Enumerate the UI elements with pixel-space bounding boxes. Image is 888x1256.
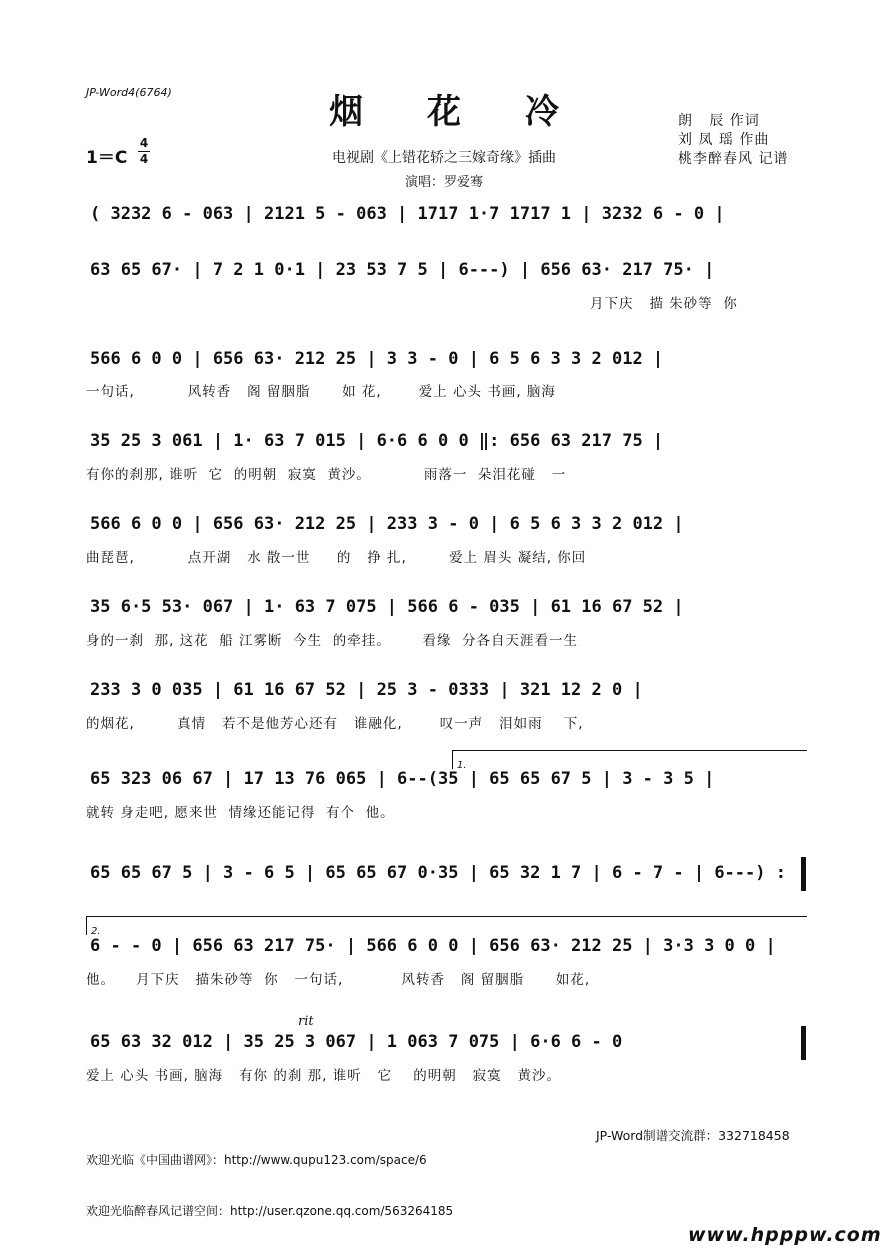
transcriber-credit: 桃李醉春风 记谱 [678,151,789,167]
lyric-row-4: 有你的刹那, 谁听 它 的明朝 寂寞 黄沙。 雨落一 朵泪花碰 一 [86,467,567,483]
composer-credit: 刘 凤 瑶 作曲 [678,132,770,148]
lyricist-credit: 朗 辰 作词 [678,113,760,129]
score-row-2 [86,254,806,288]
notation: 6 - - 0 | 656 63 217 75· | 566 6 0 0 | 656 63· 212 25 | 3·3 3 0 0 | [90,936,776,956]
score-row-6 [86,591,806,625]
time-top: 4 [139,136,149,150]
lyric-row-7: 的烟花, 真情 若不是他芳心还有 谁融化, 叹一声 泪如雨 下, [86,716,584,732]
score-row-8 [86,763,806,797]
lyric-row-5: 曲琵琶, 点开湖 水 散一世 的 挣 扎, 爱上 眉头 凝结, 你回 [86,550,587,566]
notation: 65 63 32 012 | 35 25 3 067 | 1 063 7 075 | 6·6 6 - 0 [90,1032,623,1052]
notation: 65 65 67 5 | 3 - 6 5 | 65 65 67 0·35 | 65 32 1 7 | 6 - 7 - | 6---) : [90,863,786,883]
score-row-9 [86,857,806,891]
notation: ( 3232 6 - 063 | 2121 5 - 063 | 1717 1·7 1717 1 | 3232 6 - 0 | [90,204,725,224]
lyric-row-10: 他。 月下庆 描朱砂等 你 一句话, 风转香 阁 留胭脂 如花, [86,972,591,988]
notation: 35 6·5 53· 067 | 1· 63 7 075 | 566 6 - 035 | 61 16 67 52 | [90,597,684,617]
notation: 566 6 0 0 | 656 63· 212 25 | 233 3 - 0 | 6 5 6 3 3 2 012 | [90,514,684,534]
time-bottom: 4 [139,152,149,166]
footer-link-2[interactable]: 欢迎光临醉春风记谱空间：http://user.qzone.qq.com/563264185 [86,1204,454,1218]
score-row-10 [86,930,806,964]
lyric-row-3: 一句话, 风转香 阁 留胭脂 如 花, 爱上 心头 书画, 脑海 [86,384,556,400]
software-label: JP-Word4(6764) [86,86,172,99]
final-barline [801,1026,806,1060]
score-row-11 [86,1026,806,1060]
notation: 233 3 0 035 | 61 16 67 52 | 25 3 - 0333 | 321 12 2 0 | [90,680,643,700]
end-repeat-barline [801,857,806,891]
score-row-3 [86,343,806,377]
credits [678,112,788,169]
footer-link-1[interactable]: 欢迎光临《中国曲谱网》：http://www.qupu123.com/space/6 [86,1153,427,1167]
subtitle: 电视剧《上错花轿之三嫁奇缘》插曲 [332,150,556,166]
score-row-7 [86,674,806,708]
volta-1-label: 1. [457,760,467,771]
ritardando-mark: rit [298,1014,314,1029]
notation: 65 323 06 67 | 17 13 76 065 | 6--(35 | 65 65 67 5 | 3 - 3 5 | [90,769,715,789]
lyric-row-2: 月下庆 描 朱砂等 你 [590,296,738,312]
lyric-row-11: 爱上 心头 书画, 脑海 有你 的刹 那, 谁听 它 的明朝 寂寞 黄沙。 [86,1068,561,1084]
score-row-5 [86,508,806,542]
lyric-row-6: 身的一刹 那, 这花 船 江雾断 今生 的牵挂。 看缘 分各自天涯看一生 [86,633,579,649]
site-watermark: www.hpppw.com [688,1224,882,1246]
key-signature: 1＝C [86,148,128,168]
singer: 演唱：罗爱骞 [404,175,483,190]
song-title: 烟 花 冷 [329,92,585,132]
notation: 35 25 3 061 | 1· 63 7 015 | 6·6 6 0 0 ‖: 656 63 217 75 | [90,431,664,451]
footer-links [86,1118,453,1237]
score-row-4 [86,425,806,459]
score-row-1 [86,198,806,232]
volta-2-label: 2. [91,926,101,937]
notation: 566 6 0 0 | 656 63· 212 25 | 3 3 - 0 | 6 5 6 3 3 2 012 | [90,349,664,369]
group-info: JP-Word制谱交流群：332718458 [596,1128,790,1143]
lyric-row-8: 就转 身走吧, 愿来世 情缘还能记得 有个 他。 [86,805,395,821]
notation: 63 65 67· | 7 2 1 0·1 | 23 53 7 5 | 6---) | 656 63· 217 75· | [90,260,715,280]
